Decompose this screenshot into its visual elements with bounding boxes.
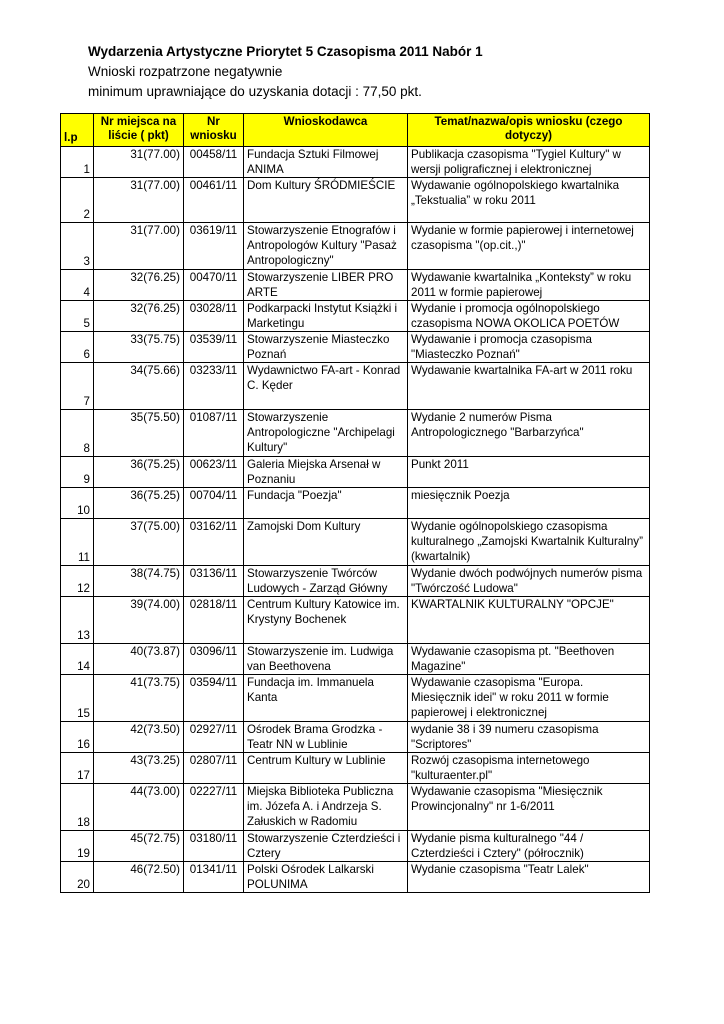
row-applicant: Wydawnictwo FA-art - Konrad C. Kęder [244,363,408,410]
row-lp: 12 [61,566,94,597]
row-lp: 15 [61,675,94,722]
row-title: KWARTALNIK KULTURALNY "OPCJE" [408,597,650,644]
column-header-title: Temat/nazwa/opis wniosku (czego dotyczy) [408,114,650,147]
row-number: 03539/11 [184,332,244,363]
row-lp: 5 [61,301,94,332]
row-applicant: Stowarzyszenie Czterdzieści i Cztery [244,831,408,862]
row-number: 00623/11 [184,457,244,488]
row-applicant: Ośrodek Brama Grodzka - Teatr NN w Lublinie [244,722,408,753]
table-row [61,223,650,270]
row-applicant: Stowarzyszenie Miasteczko Poznań [244,332,408,363]
row-lp: 6 [61,332,94,363]
row-number: 03233/11 [184,363,244,410]
row-applicant: Dom Kultury ŚRÓDMIEŚCIE [244,178,408,223]
table-row [61,410,650,457]
row-lp: 3 [61,223,94,270]
row-applicant: Polski Ośrodek Lalkarski POLUNIMA [244,862,408,893]
table-header-row [61,114,650,147]
table-row [61,332,650,363]
table-row [61,301,650,332]
row-lp: 1 [61,147,94,178]
row-place: 38(74.75) [94,566,184,597]
row-place: 36(75.25) [94,457,184,488]
row-number: 00458/11 [184,147,244,178]
row-place: 43(73.25) [94,753,184,784]
row-applicant: Stowarzyszenie LIBER PRO ARTE [244,270,408,301]
row-place: 44(73.00) [94,784,184,831]
row-applicant: Miejska Biblioteka Publiczna im. Józefa A. i Andrzeja S. Załuskich w Radomiu [244,784,408,831]
table-row [61,722,650,753]
row-lp: 8 [61,410,94,457]
row-applicant: Stowarzyszenie Antropologiczne "Archipelagi Kultury" [244,410,408,457]
row-title: Wydawanie kwartalnika FA-art w 2011 roku [408,363,650,410]
row-number: 02818/11 [184,597,244,644]
row-lp: 14 [61,644,94,675]
row-number: 03136/11 [184,566,244,597]
row-title: Wydanie 2 numerów Pisma Antropologicznego "Barbarzyńca" [408,410,650,457]
row-lp: 13 [61,597,94,644]
row-number: 01341/11 [184,862,244,893]
table-row [61,831,650,862]
applications-table [60,113,650,893]
row-title: Wydanie pisma kulturalnego "44 / Czterdzieści i Cztery" (półrocznik) [408,831,650,862]
table-body [61,147,650,893]
row-place: 31(77.00) [94,178,184,223]
row-title: Wydanie ogólnopolskiego czasopisma kulturalnego „Zamojski Kwartalnik Kulturalny” (kwartalnik) [408,519,650,566]
table-row [61,363,650,410]
row-title: Wydanie w formie papierowej i internetowej czasopisma "(op.cit.,)" [408,223,650,270]
row-place: 40(73.87) [94,644,184,675]
table-row [61,457,650,488]
table-row [61,566,650,597]
row-title: Wydawanie czasopisma "Miesięcznik Prowincjonalny" nr 1-6/2011 [408,784,650,831]
row-place: 31(77.00) [94,147,184,178]
row-place: 36(75.25) [94,488,184,519]
row-title: wydanie 38 i 39 numeru czasopisma "Scriptores" [408,722,650,753]
row-place: 37(75.00) [94,519,184,566]
row-applicant: Centrum Kultury w Lublinie [244,753,408,784]
row-number: 00470/11 [184,270,244,301]
row-lp: 17 [61,753,94,784]
row-title: Wydawanie czasopisma pt. "Beethoven Magazine" [408,644,650,675]
row-title: Wydanie i promocja ogólnopolskiego czasopisma NOWA OKOLICA POETÓW [408,301,650,332]
document-title: Wydarzenia Artystyczne Priorytet 5 Czasopisma 2011 Nabór 1 [88,44,483,59]
row-applicant: Zamojski Dom Kultury [244,519,408,566]
threshold-note: minimum uprawniające do uzyskania dotacji : 77,50 pkt. [88,84,422,99]
table-row [61,519,650,566]
row-number: 02227/11 [184,784,244,831]
row-applicant: Fundacja im. Immanuela Kanta [244,675,408,722]
document-heading [88,42,483,102]
row-place: 46(72.50) [94,862,184,893]
row-title: Punkt 2011 [408,457,650,488]
row-lp: 2 [61,178,94,223]
row-number: 03096/11 [184,644,244,675]
row-applicant: Podkarpacki Instytut Książki i Marketingu [244,301,408,332]
row-place: 32(76.25) [94,270,184,301]
row-lp: 9 [61,457,94,488]
table-row [61,147,650,178]
column-header-place: Nr miejsca na liście ( pkt) [94,114,184,147]
column-header-number: Nr wniosku [184,114,244,147]
table-row [61,862,650,893]
row-number: 03162/11 [184,519,244,566]
row-place: 35(75.50) [94,410,184,457]
row-place: 41(73.75) [94,675,184,722]
row-lp: 4 [61,270,94,301]
row-applicant: Centrum Kultury Katowice im. Krystyny Bochenek [244,597,408,644]
row-title: Publikacja czasopisma "Tygiel Kultury" w wersji poligraficznej i elektronicznej [408,147,650,178]
table-row [61,753,650,784]
row-applicant: Fundacja "Poezja" [244,488,408,519]
row-number: 02807/11 [184,753,244,784]
row-number: 03594/11 [184,675,244,722]
row-place: 45(72.75) [94,831,184,862]
row-applicant: Stowarzyszenie im. Ludwiga van Beethovena [244,644,408,675]
row-number: 00461/11 [184,178,244,223]
row-title: Wydawanie kwartalnika „Konteksty” w roku 2011 w formie papierowej [408,270,650,301]
table-row [61,675,650,722]
document-subtitle: Wnioski rozpatrzone negatywnie [88,64,283,79]
column-header-lp: l.p [61,114,94,147]
row-place: 39(74.00) [94,597,184,644]
row-place: 32(76.25) [94,301,184,332]
row-place: 42(73.50) [94,722,184,753]
row-number: 02927/11 [184,722,244,753]
row-title: miesięcznik Poezja [408,488,650,519]
table-row [61,270,650,301]
row-applicant: Stowarzyszenie Etnografów i Antropologów Kultury "Pasaż Antropologiczny" [244,223,408,270]
row-title: Wydawanie ogólnopolskiego kwartalnika „Tekstualia” w roku 2011 [408,178,650,223]
row-number: 03180/11 [184,831,244,862]
row-applicant: Fundacja Sztuki Filmowej ANIMA [244,147,408,178]
table-row [61,784,650,831]
row-number: 00704/11 [184,488,244,519]
row-lp: 19 [61,831,94,862]
row-number: 03028/11 [184,301,244,332]
row-title: Wydawanie czasopisma "Europa. Miesięcznik idei" w roku 2011 w formie papierowej i elektronicznej [408,675,650,722]
row-place: 33(75.75) [94,332,184,363]
table-row [61,597,650,644]
table-row [61,488,650,519]
row-place: 34(75.66) [94,363,184,410]
row-lp: 16 [61,722,94,753]
column-header-applicant: Wnioskodawca [244,114,408,147]
row-number: 03619/11 [184,223,244,270]
row-lp: 18 [61,784,94,831]
row-place: 31(77.00) [94,223,184,270]
table-row [61,644,650,675]
row-lp: 7 [61,363,94,410]
row-title: Rozwój czasopisma internetowego "kulturaenter.pl" [408,753,650,784]
row-applicant: Galeria Miejska Arsenał w Poznaniu [244,457,408,488]
row-title: Wydawanie i promocja czasopisma "Miasteczko Poznań" [408,332,650,363]
row-number: 01087/11 [184,410,244,457]
row-title: Wydanie dwóch podwójnych numerów pisma "Twórczość Ludowa" [408,566,650,597]
row-title: Wydanie czasopisma "Teatr Lalek" [408,862,650,893]
row-lp: 20 [61,862,94,893]
row-applicant: Stowarzyszenie Twórców Ludowych - Zarząd Główny [244,566,408,597]
row-lp: 11 [61,519,94,566]
table-row [61,178,650,223]
row-lp: 10 [61,488,94,519]
